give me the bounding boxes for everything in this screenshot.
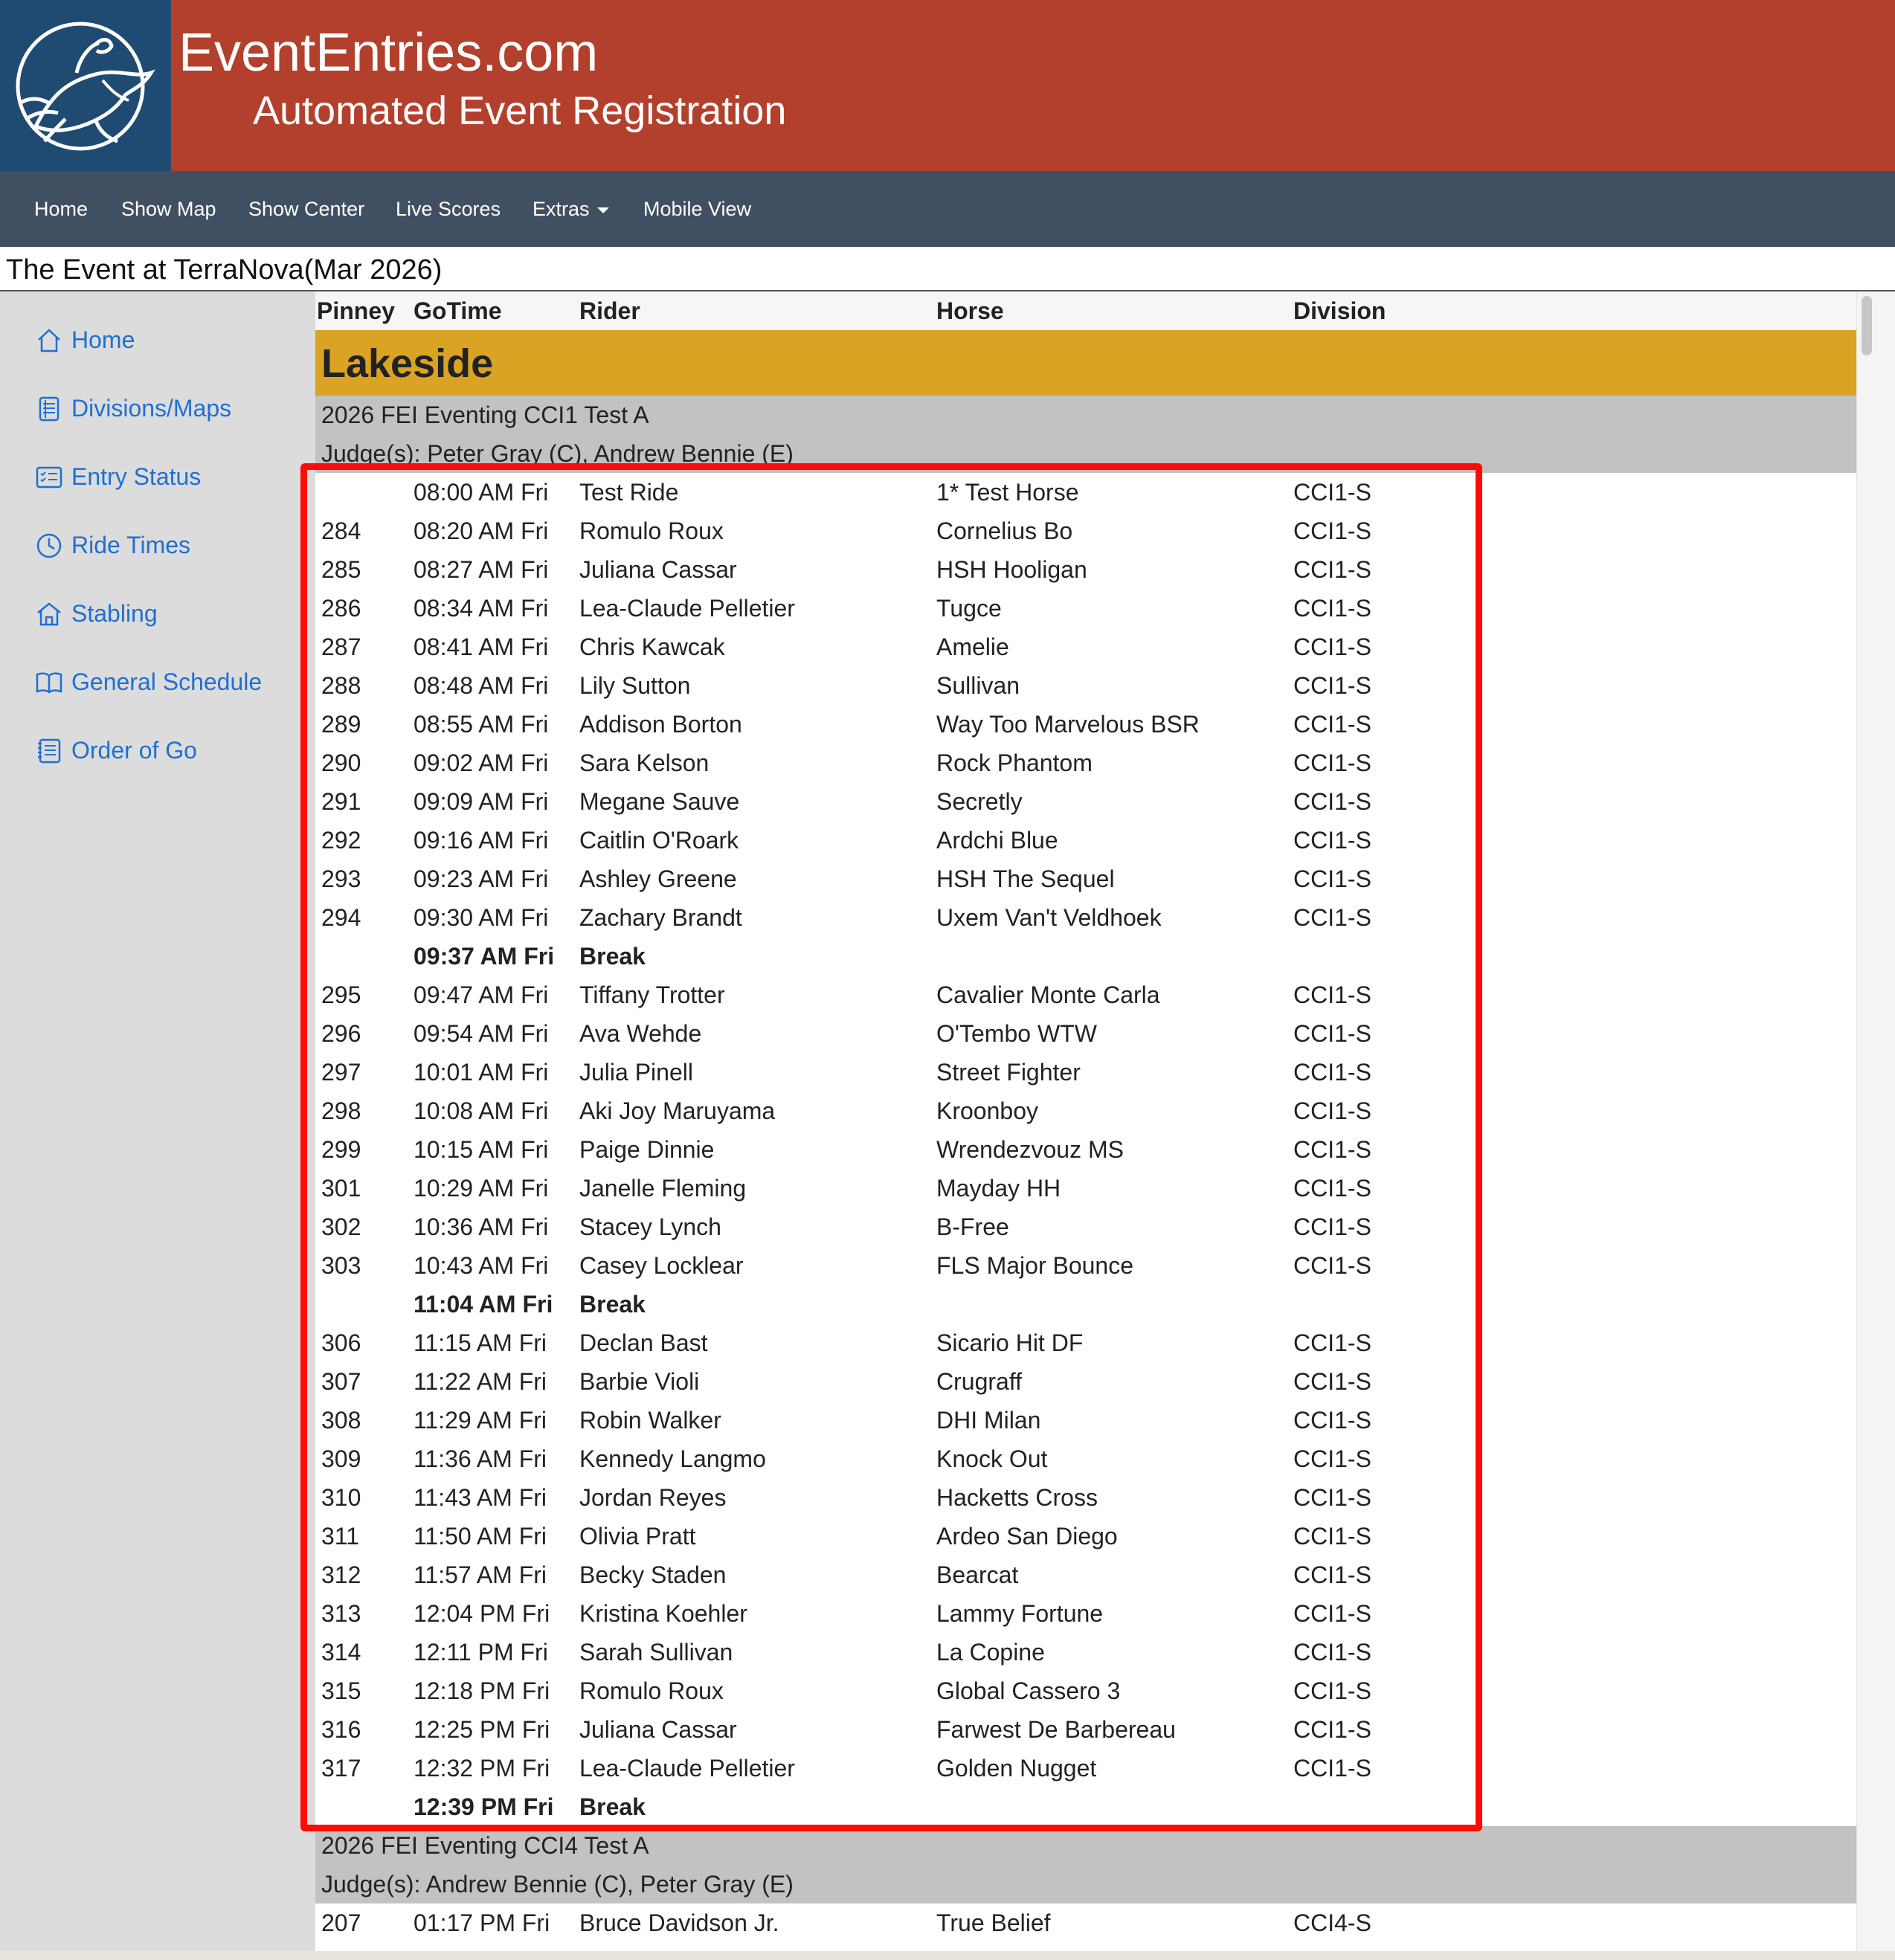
cell-horse: Tugce — [936, 595, 1002, 622]
table-row — [315, 666, 1856, 705]
cell-pinney: 312 — [321, 1561, 361, 1588]
cell-rider: Zachary Brandt — [579, 904, 742, 931]
cell-gotime: 01:17 PM Fri — [414, 1909, 550, 1936]
table-row — [315, 744, 1856, 782]
division-band — [315, 1826, 1856, 1903]
cell-horse: True Belief — [936, 1909, 1051, 1936]
cell-rider: Lea-Claude Pelletier — [579, 1755, 795, 1782]
cell-gotime: 10:43 AM Fri — [414, 1252, 549, 1279]
table-row — [315, 1710, 1856, 1749]
column-header-pinney[interactable]: Pinney — [317, 297, 395, 324]
cell-gotime: 10:01 AM Fri — [414, 1059, 549, 1086]
cell-rider: Kristina Koehler — [579, 1600, 747, 1627]
column-header-horse[interactable]: Horse — [936, 297, 1004, 324]
cell-gotime: 11:43 AM Fri — [414, 1484, 547, 1511]
cell-horse: B-Free — [936, 1213, 1009, 1240]
table-row — [315, 705, 1856, 744]
cell-horse: Uxem Van't Veldhoek — [936, 904, 1162, 931]
cell-rider: Test Ride — [579, 479, 679, 506]
table-row — [315, 1749, 1856, 1787]
cell-pinney: 292 — [321, 827, 361, 854]
column-header-rider[interactable]: Rider — [579, 297, 640, 324]
cell-gotime: 09:16 AM Fri — [414, 827, 549, 854]
cell-rider: Paige Dinnie — [579, 1136, 715, 1163]
cell-gotime: 08:27 AM Fri — [414, 556, 549, 583]
cell-gotime: 11:57 AM Fri — [414, 1561, 547, 1588]
sidebar — [0, 291, 315, 1951]
cell-pinney: 296 — [321, 1020, 361, 1047]
cell-division: CCI1-S — [1293, 595, 1371, 622]
cell-pinney: 299 — [321, 1136, 361, 1163]
cell-division: CCI1-S — [1293, 1252, 1371, 1279]
cell-gotime: 10:29 AM Fri — [414, 1175, 549, 1202]
cell-pinney: 293 — [321, 865, 361, 892]
cell-horse: Cavalier Monte Carla — [936, 981, 1160, 1008]
cell-horse: Cornelius Bo — [936, 518, 1073, 544]
cell-pinney: 298 — [321, 1097, 361, 1124]
nav-show-map[interactable]: Show Map — [121, 198, 216, 220]
cell-rider: Declan Bast — [579, 1329, 708, 1356]
cell-pinney: 289 — [321, 711, 361, 738]
site-title[interactable]: EventEntries.com — [178, 23, 599, 83]
cell-rider: Aki Joy Maruyama — [579, 1097, 776, 1124]
arena-band — [315, 330, 1856, 396]
cell-horse: HSH Hooligan — [936, 556, 1087, 583]
division-judges: Judge(s): Andrew Bennie (C), Peter Gray (E) — [321, 1871, 794, 1898]
cell-division: CCI1-S — [1293, 981, 1371, 1008]
cell-horse: Kroonboy — [936, 1097, 1038, 1124]
nav-extras-dropdown[interactable] — [533, 171, 609, 247]
table-row — [315, 1556, 1856, 1594]
cell-gotime: 08:41 AM Fri — [414, 634, 549, 660]
cell-rider: Lily Sutton — [579, 672, 691, 699]
table-row — [315, 1014, 1856, 1053]
table-row — [315, 1324, 1856, 1362]
cell-pinney: 316 — [321, 1716, 361, 1743]
page-bottom-edge — [0, 1951, 1895, 1960]
division-name: 2026 FEI Eventing CCI1 Test A — [321, 402, 649, 428]
sidebar-item-label: Divisions/Maps — [71, 395, 232, 422]
cell-pinney: 297 — [321, 1059, 361, 1086]
cell-gotime: 10:36 AM Fri — [414, 1213, 549, 1240]
break-row — [315, 1787, 1856, 1826]
cell-gotime: 10:15 AM Fri — [414, 1136, 549, 1163]
cell-gotime: 12:11 PM Fri — [414, 1639, 548, 1666]
scrollbar-thumb[interactable] — [1862, 296, 1872, 355]
cell-pinney: 291 — [321, 788, 361, 815]
cell-gotime: 09:47 AM Fri — [414, 981, 549, 1008]
cell-rider: Chris Kawcak — [579, 634, 725, 660]
sidebar-item-label: Stabling — [71, 600, 158, 627]
cell-gotime: 09:02 AM Fri — [414, 749, 549, 776]
cell-rider: Kennedy Langmo — [579, 1445, 766, 1472]
cell-pinney: 307 — [321, 1368, 361, 1395]
cell-division: CCI1-S — [1293, 556, 1371, 583]
cell-gotime: 08:48 AM Fri — [414, 672, 549, 699]
table-row — [315, 1478, 1856, 1517]
cell-pinney: 314 — [321, 1639, 361, 1666]
cell-pinney: 290 — [321, 749, 361, 776]
cell-gotime: 12:18 PM Fri — [414, 1677, 550, 1704]
site-subtitle: Automated Event Registration — [253, 88, 787, 133]
cell-rider: Becky Staden — [579, 1561, 727, 1588]
cell-division: CCI1-S — [1293, 1639, 1371, 1666]
cell-rider: Julia Pinell — [579, 1059, 693, 1086]
cell-rider: Romulo Roux — [579, 518, 724, 544]
break-row — [315, 937, 1856, 976]
list-icon — [36, 396, 62, 422]
cell-horse: Golden Nugget — [936, 1755, 1097, 1782]
cell-gotime: 11:36 AM Fri — [414, 1445, 547, 1472]
table-row — [315, 1092, 1856, 1130]
cell-pinney: 207 — [321, 1909, 361, 1936]
cell-pinney: 294 — [321, 904, 361, 931]
cell-rider: Stacey Lynch — [579, 1213, 721, 1240]
cell-rider: Barbie Violi — [579, 1368, 700, 1395]
cell-division: CCI1-S — [1293, 1136, 1371, 1163]
cell-rider: Bruce Davidson Jr. — [579, 1909, 779, 1936]
sidebar-item-label: Home — [71, 326, 135, 353]
cell-horse: Knock Out — [936, 1445, 1048, 1472]
table-row — [315, 1633, 1856, 1672]
cell-pinney: 286 — [321, 595, 361, 622]
order-of-go-table — [315, 291, 1856, 1951]
table-row — [315, 1401, 1856, 1440]
cell-gotime: 08:34 AM Fri — [414, 595, 549, 622]
cell-horse: Sullivan — [936, 672, 1020, 699]
cell-horse: Amelie — [936, 634, 1009, 660]
cell-rider: Romulo Roux — [579, 1677, 724, 1704]
cell-division: CCI1-S — [1293, 1755, 1371, 1782]
cell-division: CCI1-S — [1293, 1484, 1371, 1511]
cell-horse: Hacketts Cross — [936, 1484, 1098, 1511]
cell-division: CCI1-S — [1293, 827, 1371, 854]
cell-division: CCI1-S — [1293, 1329, 1371, 1356]
cell-gotime: 09:23 AM Fri — [414, 865, 549, 892]
table-row — [315, 821, 1856, 860]
cell-gotime: 09:09 AM Fri — [414, 788, 549, 815]
cell-pinney: 315 — [321, 1677, 361, 1704]
nav-mobile-view[interactable]: Mobile View — [643, 198, 752, 220]
table-row — [315, 1594, 1856, 1633]
division-name: 2026 FEI Eventing CCI4 Test A — [321, 1832, 649, 1859]
cell-rider: Lea-Claude Pelletier — [579, 595, 795, 622]
cell-division: CCI1-S — [1293, 1561, 1371, 1588]
cell-rider: Olivia Pratt — [579, 1523, 696, 1550]
table-row — [315, 898, 1856, 937]
cell-pinney: 308 — [321, 1407, 361, 1434]
cell-gotime: 09:30 AM Fri — [414, 904, 549, 931]
table-row — [315, 1903, 1856, 1942]
cell-horse: Ardchi Blue — [936, 827, 1058, 854]
cell-division: CCI1-S — [1293, 1600, 1371, 1627]
event-title: The Event at TerraNova(Mar 2026) — [6, 254, 443, 286]
nav-live-scores[interactable]: Live Scores — [396, 198, 501, 220]
cell-gotime: 12:32 PM Fri — [414, 1755, 550, 1782]
table-row — [315, 589, 1856, 628]
table-row — [315, 1246, 1856, 1285]
cell-pinney: 309 — [321, 1445, 361, 1472]
cell-horse: Way Too Marvelous BSR — [936, 711, 1200, 738]
cell-division: CCI1-S — [1293, 1445, 1371, 1472]
cell-division: CCI1-S — [1293, 1677, 1371, 1704]
division-judges: Judge(s): Peter Gray (C), Andrew Bennie (E) — [321, 440, 794, 467]
cell-horse: O'Tembo WTW — [936, 1020, 1097, 1047]
cell-division: CCI1-S — [1293, 1523, 1371, 1550]
cell-rider: Addison Borton — [579, 711, 742, 738]
cell-division: CCI1-S — [1293, 634, 1371, 660]
cell-gotime: 11:29 AM Fri — [414, 1407, 547, 1434]
horse-rider-logo-icon — [6, 15, 165, 156]
cell-division: CCI1-S — [1293, 904, 1371, 931]
sidebar-item-label: Entry Status — [71, 463, 202, 490]
cell-pinney: 301 — [321, 1175, 361, 1202]
cell-horse: 1* Test Horse — [936, 479, 1079, 506]
cell-pinney: 288 — [321, 672, 361, 699]
cell-pinney: 295 — [321, 981, 361, 1008]
break-row — [315, 1285, 1856, 1324]
cell-division: CCI1-S — [1293, 788, 1371, 815]
cell-pinney: 306 — [321, 1329, 361, 1356]
cell-rider: Sara Kelson — [579, 749, 710, 776]
cell-division: CCI1-S — [1293, 1059, 1371, 1086]
cell-pinney: 285 — [321, 556, 361, 583]
cell-rider: Juliana Cassar — [579, 556, 737, 583]
cell-pinney: 313 — [321, 1600, 361, 1627]
cell-division: CCI1-S — [1293, 711, 1371, 738]
nav-extras-label: Extras — [533, 198, 590, 220]
table-row — [315, 860, 1856, 898]
caret-down-icon — [597, 207, 609, 213]
checklist-icon — [36, 464, 62, 491]
table-row — [315, 1169, 1856, 1208]
cell-horse: Mayday HH — [936, 1175, 1061, 1202]
cell-gotime: 09:37 AM Fri — [414, 943, 555, 970]
cell-gotime: 10:08 AM Fri — [414, 1097, 549, 1124]
table-row — [315, 1440, 1856, 1478]
cell-rider: Jordan Reyes — [579, 1484, 727, 1511]
cell-rider: Break — [579, 1291, 646, 1318]
entry-rows — [315, 1903, 1856, 1942]
cell-gotime: 11:50 AM Fri — [414, 1523, 547, 1550]
cell-horse: Crugraff — [936, 1368, 1023, 1395]
cell-rider: Janelle Fleming — [579, 1175, 747, 1202]
division-band — [315, 396, 1856, 473]
cell-horse: DHI Milan — [936, 1407, 1041, 1434]
table-row — [315, 1130, 1856, 1169]
cell-rider: Casey Locklear — [579, 1252, 744, 1279]
table-row — [315, 1672, 1856, 1710]
cell-pinney: 302 — [321, 1213, 361, 1240]
cell-horse: Secretly — [936, 788, 1023, 815]
table-row — [315, 550, 1856, 589]
cell-rider: Ashley Greene — [579, 865, 737, 892]
cell-gotime: 08:00 AM Fri — [414, 479, 549, 506]
cell-division: CCI1-S — [1293, 479, 1371, 506]
cell-gotime: 11:04 AM Fri — [414, 1291, 553, 1318]
cell-gotime: 12:04 PM Fri — [414, 1600, 550, 1627]
cell-gotime: 09:54 AM Fri — [414, 1020, 549, 1047]
cell-rider: Tiffany Trotter — [579, 981, 725, 1008]
table-row — [315, 1208, 1856, 1246]
cell-division: CCI1-S — [1293, 518, 1371, 544]
home-icon — [36, 327, 62, 354]
site-header — [0, 0, 1895, 171]
cell-pinney: 311 — [321, 1523, 360, 1550]
cell-division: CCI1-S — [1293, 1716, 1371, 1743]
cell-horse: Lammy Fortune — [936, 1600, 1104, 1627]
cell-horse: Global Cassero 3 — [936, 1677, 1121, 1704]
table-row — [315, 1053, 1856, 1092]
cell-rider: Sarah Sullivan — [579, 1639, 733, 1666]
cell-division: CCI1-S — [1293, 1368, 1371, 1395]
cell-rider: Juliana Cassar — [579, 1716, 737, 1743]
scrollbar[interactable] — [1856, 291, 1895, 1951]
clock-icon — [36, 532, 62, 559]
cell-horse: Ardeo San Diego — [936, 1523, 1118, 1550]
table-row — [315, 1362, 1856, 1401]
table-row — [315, 782, 1856, 821]
cell-division: CCI1-S — [1293, 1407, 1371, 1434]
cell-division: CCI4-S — [1293, 1909, 1371, 1936]
site-logo[interactable] — [0, 0, 171, 171]
book-icon — [36, 669, 62, 696]
cell-horse: FLS Major Bounce — [936, 1252, 1134, 1279]
table-row — [315, 512, 1856, 550]
top-navbar — [0, 171, 1895, 247]
cell-rider: Caitlin O'Roark — [579, 827, 739, 854]
cell-horse: HSH The Sequel — [936, 865, 1115, 892]
cell-pinney: 284 — [321, 518, 361, 544]
column-header-gotime[interactable]: GoTime — [414, 297, 502, 324]
arena-name: Lakeside — [321, 341, 494, 386]
cell-rider: Break — [579, 1793, 646, 1820]
column-header-division[interactable]: Division — [1293, 297, 1386, 324]
cell-rider: Ava Wehde — [579, 1020, 702, 1047]
nav-home[interactable]: Home — [34, 198, 89, 220]
table-row — [315, 976, 1856, 1014]
cell-division: CCI1-S — [1293, 1213, 1371, 1240]
cell-pinney: 303 — [321, 1252, 361, 1279]
cell-gotime: 11:15 AM Fri — [414, 1329, 547, 1356]
table-row — [315, 1517, 1856, 1556]
sidebar-item-label: Ride Times — [71, 532, 191, 558]
document-icon — [36, 738, 62, 764]
cell-division: CCI1-S — [1293, 865, 1371, 892]
cell-gotime: 08:55 AM Fri — [414, 711, 549, 738]
cell-horse: Sicario Hit DF — [936, 1329, 1084, 1356]
cell-division: CCI1-S — [1293, 1097, 1371, 1124]
entry-rows — [315, 473, 1856, 1826]
cell-horse: La Copine — [936, 1639, 1045, 1666]
barn-icon — [36, 601, 62, 628]
cell-horse: Wrendezvouz MS — [936, 1136, 1124, 1163]
cell-horse: Rock Phantom — [936, 749, 1093, 776]
cell-gotime: 08:20 AM Fri — [414, 518, 549, 544]
cell-division: CCI1-S — [1293, 1020, 1371, 1047]
cell-division: CCI1-S — [1293, 672, 1371, 699]
cell-rider: Break — [579, 943, 646, 970]
cell-horse: Farwest De Barbereau — [936, 1716, 1176, 1743]
cell-gotime: 12:39 PM Fri — [414, 1793, 554, 1820]
cell-pinney: 287 — [321, 634, 361, 660]
cell-pinney: 317 — [321, 1755, 361, 1782]
cell-gotime: 12:25 PM Fri — [414, 1716, 550, 1743]
cell-horse: Bearcat — [936, 1561, 1019, 1588]
cell-division: CCI1-S — [1293, 1175, 1371, 1202]
cell-horse: Street Fighter — [936, 1059, 1081, 1086]
sidebar-item-label: General Schedule — [71, 668, 263, 695]
sidebar-item-label: Order of Go — [71, 737, 197, 764]
table-row — [315, 628, 1856, 666]
table-row — [315, 473, 1856, 512]
nav-show-center[interactable]: Show Center — [248, 198, 365, 220]
cell-division: CCI1-S — [1293, 749, 1371, 776]
cell-gotime: 11:22 AM Fri — [414, 1368, 547, 1395]
cell-rider: Megane Sauve — [579, 788, 740, 815]
cell-rider: Robin Walker — [579, 1407, 721, 1434]
table-header — [315, 291, 1856, 330]
cell-pinney: 310 — [321, 1484, 361, 1511]
